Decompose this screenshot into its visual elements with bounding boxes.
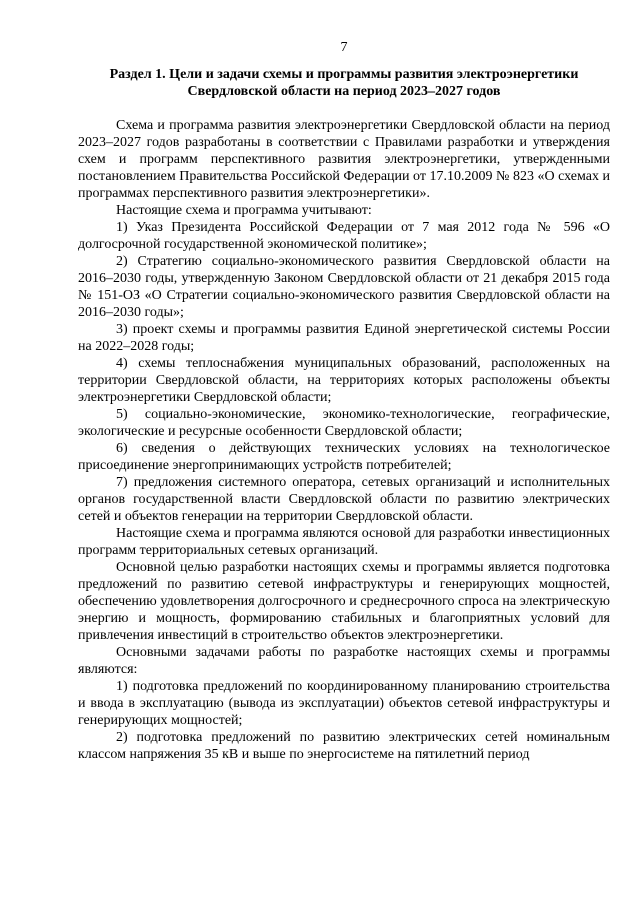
page-number: 7 — [340, 40, 348, 55]
body-text — [78, 117, 610, 763]
paragraph-considerations-heading: Настоящие схема и программа учитывают: — [116, 203, 372, 218]
list-item-2: 2) Стратегию социально-экономического развития Свердловской области на 2016–2030 годы, утвержденную Законом Свердловской области от 21 декабря 2015 года № 151-ОЗ «О Стратегии социально-экономического развития Свердловской области на 2016–2030 годы»; — [78, 254, 610, 320]
list-item-1: 1) Указ Президента Российской Федерации от 7 мая 2012 года № 596 «О долгосрочной государственной экономической политике»; — [78, 220, 610, 252]
task-item-2: 2) подготовка предложений по развитию электрических сетей номинальным классом напряжения 35 кВ и выше по энергосистеме на пятилетний период — [78, 730, 610, 762]
task-item-1: 1) подготовка предложений по координированному планированию строительства и ввода в эксплуатацию (вывода из эксплуатации) объектов сетевой инфраструктуры и генерирующих мощностей; — [78, 679, 610, 728]
list-item-7: 7) предложения системного оператора, сетевых организаций и исполнительных органов государственной власти Свердловской области по развитию электрических сетей и объектов генерации на территории Свердловской области. — [78, 475, 610, 524]
section-title-line-2: Свердловской области на период 2023–2027 годов — [187, 84, 501, 99]
paragraph-tasks-heading: Основными задачами работы по разработке настоящих схемы и программы являются: — [78, 645, 610, 677]
paragraph-investment-basis: Настоящие схема и программа являются основой для разработки инвестиционных программ территориальных сетевых организаций. — [78, 526, 610, 558]
list-item-3: 3) проект схемы и программы развития Единой энергетической системы России на 2022–2028 годы; — [78, 322, 610, 354]
list-item-5: 5) социально-экономические, экономико-технологические, географические, экологические и ресурсные особенности Свердловской области; — [78, 407, 610, 439]
list-item-6: 6) сведения о действующих технических условиях на технологическое присоединение энергопринимающих устройств потребителей; — [78, 441, 610, 473]
list-item-4: 4) схемы теплоснабжения муниципальных образований, расположенных на территории Свердловской области, на территориях которых расположены объекты электроэнергетики Свердловской области; — [78, 356, 610, 405]
section-title — [78, 66, 610, 100]
document-page — [78, 40, 610, 763]
section-title-line-1: Раздел 1. Цели и задачи схемы и программы развития электроэнергетики — [109, 67, 579, 82]
paragraph-intro: Схема и программа развития электроэнергетики Свердловской области на период 2023–2027 годов разработаны в соответствии с Правилами разработки и утверждения схем и программ перспективного развития электроэнергетики, утвержденными постановлением Правительства Российской Федерации от 17.10.2009 № 823 «О схемах и программах перспективного развития электроэнергетики». — [78, 118, 610, 201]
paragraph-main-goal: Основной целью разработки настоящих схемы и программы является подготовка предложений по развитию сетевой инфраструктуры и генерирующих мощностей, обеспечению удовлетворения долгосрочного и среднесрочного спроса на электрическую энергию и мощность, формированию стабильных и благоприятных условий для привлечения инвестиций в строительство объектов электроэнергетики. — [78, 560, 610, 643]
